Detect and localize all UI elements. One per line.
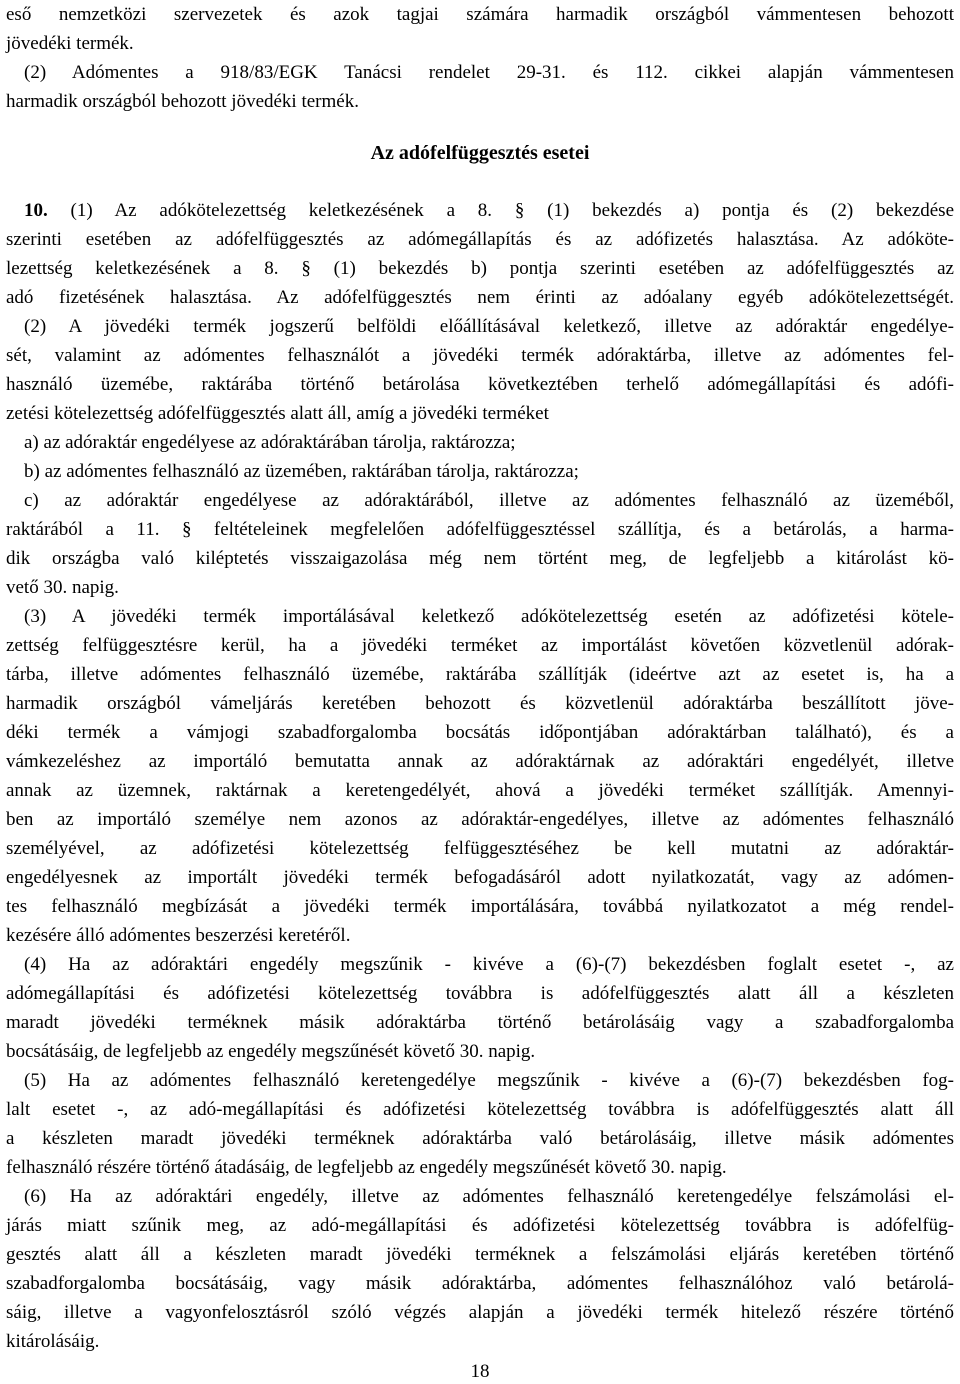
text-line: vető 30. napig. <box>6 577 119 598</box>
text-line: (1) Az adókötelezettség keletkezésének a 8. § (1) bekezdés a) pontja és (2) bekezdése <box>70 200 954 221</box>
text-line: ben az importáló személye nem azonos az adóraktár-engedélyes, illetve az adómentes felhasználó <box>6 809 954 830</box>
list-item: c) az adóraktár engedélyese az adóraktárából, illetve az adómentes felhasználó az üzeméből, <box>24 490 954 511</box>
text-line: zettség felfüggesztésre kerül, ha a jövedéki terméket az importálást követően közvetlenül adórak- <box>6 635 954 656</box>
list-item: a) az adóraktár engedélyese az adóraktárában tárolja, raktározza; <box>24 432 516 453</box>
text-line: déki termék a vámjogi szabadforgalomba bocsátás időpontjában adóraktárban található), és a <box>6 722 954 743</box>
text-line: zetési kötelezettség adófelfüggesztés alatt áll, amíg a jövedéki terméket <box>6 403 549 424</box>
text-line: (5) Ha az adómentes felhasználó keretengedélye megszűnik - kivéve a (6)-(7) bekezdésben fog- <box>24 1070 954 1091</box>
text-line: tes felhasználó megbízását a jövedéki termék importálására, továbbá nyilatkozatot a még rendel- <box>6 896 954 917</box>
text-line: (2) A jövedéki termék jogszerű belföldi előállításával keletkező, illetve az adóraktár engedélye- <box>24 316 954 337</box>
text-line: járás miatt szűnik meg, az adó-megállapítási és adófizetési kötelezettség továbbra is adófelfüg- <box>6 1215 954 1236</box>
text-line: személyével, az adófizetési kötelezettség felfüggesztéséhez be kell mutatni az adóraktár- <box>6 838 954 859</box>
text-line: harmadik országból vámeljárás keretében behozott és közvetlenül adóraktárba beszállított jöve- <box>6 693 954 714</box>
text-line: szerinti esetében az adófelfüggesztés az adómegállapítás és az adófizetés halasztása. Az adóköte- <box>6 229 954 250</box>
text-line: gesztés alatt áll a készleten maradt jövedéki terméknek a felszámolási eljárás keretében történő <box>6 1244 954 1265</box>
text-line: harmadik országból behozott jövedéki termék. <box>6 91 359 112</box>
text-line: használó üzemébe, raktárába történő betárolása következtében terhelő adómegállapítási és adófi- <box>6 374 954 395</box>
text-line: dik országba való kiléptetés visszaigazolása még nem történt meg, de legfeljebb a kitárolást kö- <box>6 548 954 569</box>
text-line: adó fizetésének halasztása. Az adófelfüggesztés nem érinti az adóalany egyéb adókötelezettségét. <box>6 287 954 308</box>
text-line: jövedéki termék. <box>6 33 134 54</box>
text-line: raktárából a 11. § feltételeinek megfelelően adófelfüggesztéssel szállítja, és a betárolás, a harma- <box>6 519 954 540</box>
text-line: kezésére álló adómentes beszerzési keretéről. <box>6 925 351 946</box>
section-number: 10. <box>24 200 48 221</box>
text-line: maradt jövedéki terméknek másik adóraktárba történő betárolásáig vagy a szabadforgalomba <box>6 1012 954 1033</box>
text-line: engedélyesnek az importált jövedéki termék befogadásáról adott nyilatkozatát, vagy az adómen- <box>6 867 954 888</box>
text-line: bocsátásáig, de legfeljebb az engedély megszűnését követő 30. napig. <box>6 1041 536 1062</box>
text-line: szabadforgalomba bocsátásáig, vagy másik adóraktárba, adómentes felhasználóhoz való betárolá- <box>6 1273 954 1294</box>
text-line: a készleten maradt jövedéki terméknek adóraktárba való betárolásáig, illetve másik adómentes <box>6 1128 954 1149</box>
text-line: (2) Adómentes a 918/83/EGK Tanácsi rendelet 29-31. és 112. cikkei alapján vámmentesen <box>24 62 954 83</box>
page-number: 18 <box>470 1361 490 1382</box>
list-item: b) az adómentes felhasználó az üzemében, raktárában tárolja, raktározza; <box>24 461 579 482</box>
text-line: sáig, illetve a vagyonfelosztásról szóló végzés alapján a jövedéki termék hitelező részére történő <box>6 1302 954 1323</box>
text-line: felhasználó részére történő átadásáig, de legfeljebb az engedély megszűnését követő 30. napig. <box>6 1157 727 1178</box>
text-line: vámkezeléshez az importáló bemutatta annak az adóraktárnak az adóraktári engedélyét, illetve <box>6 751 954 772</box>
text-line: (6) Ha az adóraktári engedély, illetve az adómentes felhasználó keretengedélye felszámolási el- <box>24 1186 954 1207</box>
text-line: lalt esetet -, az adó-megállapítási és adófizetési kötelezettség továbbra is adófelfüggesztés alatt áll <box>6 1099 954 1120</box>
text-line: sét, valamint az adómentes felhasználót a jövedéki termék adóraktárba, illetve az adómentes fel- <box>6 345 954 366</box>
section-first-line <box>24 196 954 225</box>
text-line: annak az üzemnek, raktárnak a keretengedélyét, ahová a jövedéki terméket szállítják. Amennyi- <box>6 780 954 801</box>
text-line: kitárolásáig. <box>6 1331 100 1352</box>
text-line: eső nemzetközi szervezetek és azok tagjai számára harmadik országból vámmentesen behozott <box>6 4 954 25</box>
text-line: lezettség keletkezésének a 8. § (1) bekezdés b) pontja szerinti esetében az adófelfüggesztés az <box>6 258 954 279</box>
text-line: (4) Ha az adóraktári engedély megszűnik - kivéve a (6)-(7) bekezdésben foglalt esetet -, az <box>24 954 954 975</box>
text-line: (3) A jövedéki termék importálásával keletkező adókötelezettség esetén az adófizetési kötele- <box>24 606 954 627</box>
text-line: tárba, illetve adómentes felhasználó üzemébe, raktárába szállítják (ideértve azt az esetet is, ha a <box>6 664 954 685</box>
section-heading: Az adófelfüggesztés esetei <box>370 142 590 164</box>
text-line: adómegállapítási és adófizetési kötelezettség továbbra is adófelfüggesztés alatt áll a készleten <box>6 983 954 1004</box>
